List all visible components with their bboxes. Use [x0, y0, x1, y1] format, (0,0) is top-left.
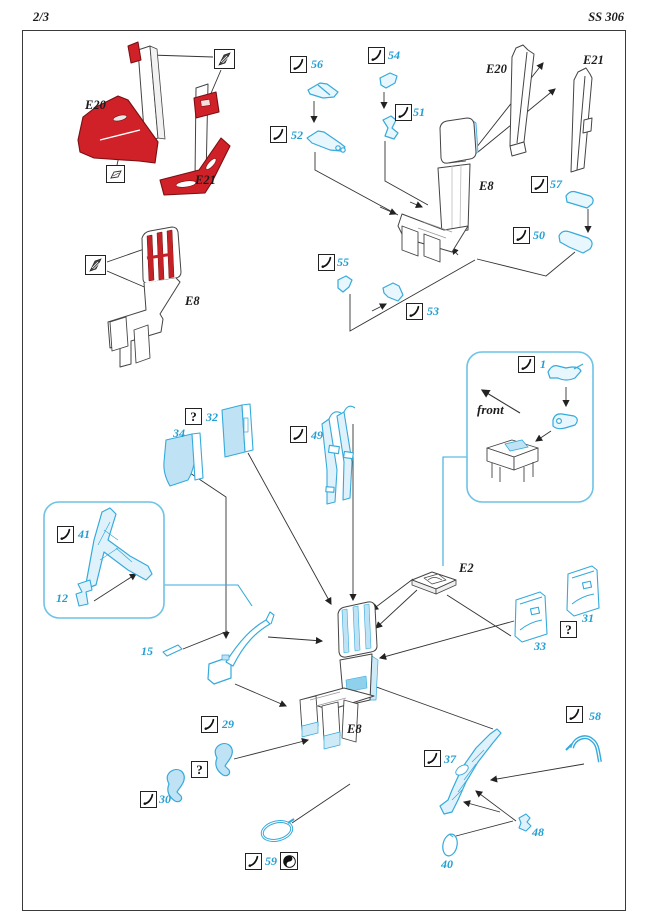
bend-part-icon: [426, 752, 439, 765]
bend-symbol-box: [513, 227, 530, 244]
bend-part-icon: [515, 229, 528, 242]
part-label-37: 37: [444, 752, 456, 766]
part-59-oval: [260, 819, 294, 844]
seat-e8-main-assembly: [300, 572, 456, 749]
sprue-label-e21-left: E21: [195, 173, 216, 187]
page-number: 2/3: [33, 10, 49, 24]
part-15-and-frame: [163, 612, 274, 684]
surface-symbol-box: [85, 255, 106, 275]
sprue-label-e2: E2: [459, 561, 474, 575]
bend-part-icon: [142, 793, 155, 806]
inset-front-detail: [467, 352, 593, 502]
part-label-32: 32: [206, 410, 218, 424]
half-circle-icon: [282, 854, 297, 869]
bend-part-icon: [533, 178, 546, 191]
sheet-code: SS 306: [588, 10, 624, 24]
part-52-ring: [341, 148, 345, 152]
bend-part-icon: [370, 49, 383, 62]
part-label-33: 33: [534, 639, 546, 653]
bend-symbol-box: [201, 716, 218, 733]
part-label-41: 41: [78, 527, 90, 541]
sprue-label-e20-right: E20: [486, 62, 507, 76]
film-symbol-box: [106, 165, 125, 183]
part-label-50: 50: [533, 228, 545, 242]
bend-symbol-box: [245, 853, 262, 870]
bend-part-icon: [320, 256, 333, 269]
part-label-1: 1: [540, 357, 546, 371]
part-label-52: 52: [291, 128, 303, 142]
part-label-49: 49: [311, 428, 323, 442]
question-mark: ?: [190, 408, 197, 424]
bend-symbol-box: [290, 426, 307, 443]
bend-part-icon: [397, 106, 410, 119]
part-49-harness: [322, 406, 355, 504]
part-56-drawing: [308, 83, 338, 98]
part-label-12: 12: [56, 591, 68, 605]
rails-e20-e21-right: [510, 45, 592, 172]
part-label-53: 53: [427, 304, 439, 318]
part-41-frame: [85, 508, 152, 589]
bend-part-icon: [203, 718, 216, 731]
bend-symbol-box: [424, 750, 441, 767]
bend-part-icon: [408, 305, 421, 318]
part-48-drawing: [519, 814, 531, 831]
bend-symbol-box: [566, 706, 583, 723]
part-55-drawing: [338, 276, 352, 292]
sprue-label-e21-right: E21: [583, 53, 604, 67]
bend-part-icon: [59, 528, 72, 541]
bend-part-icon: [272, 128, 285, 141]
frame-arm: [226, 620, 270, 666]
part-label-59: 59: [265, 854, 277, 868]
part-label-51: 51: [413, 105, 425, 119]
sprue-label-e20-left: E20: [85, 98, 106, 112]
optional-symbol-box: [191, 761, 208, 778]
part-label-34: 34: [173, 426, 185, 440]
part-label-54: 54: [388, 48, 400, 62]
bend-symbol-box: [290, 56, 307, 73]
bend-part-icon: [247, 855, 260, 868]
part-label-29: 29: [222, 717, 234, 731]
hatch-icon: [88, 258, 103, 272]
question-mark: ?: [565, 621, 572, 637]
seat-e8-red-straps: [108, 227, 181, 367]
parts-37-58-48-40: [440, 729, 600, 857]
part-50-drawing: [559, 231, 592, 253]
part-40-drawing: [441, 833, 459, 857]
hatch-icon: [217, 52, 232, 66]
bend-symbol-box: [406, 303, 423, 320]
bend-symbol-box: [57, 526, 74, 543]
part-label-58: 58: [589, 709, 601, 723]
bend-part-icon: [292, 428, 305, 441]
part-label-56: 56: [311, 57, 323, 71]
seat-e8-top: [398, 118, 478, 262]
part-label-30: 30: [159, 792, 171, 806]
bend-symbol-box: [518, 356, 535, 373]
sprue-label-e8-top: E8: [479, 179, 494, 193]
front-direction-label: front: [477, 402, 504, 417]
part-label-57: 57: [550, 177, 562, 191]
bend-symbol-box: [531, 176, 548, 193]
film-icon: [109, 168, 122, 180]
part-54-drawing: [380, 73, 397, 88]
bend-symbol-box: [318, 254, 335, 271]
bend-symbol-box: [395, 104, 412, 121]
sprue-label-e8-main: E8: [347, 722, 362, 736]
bend-part-icon: [520, 358, 533, 371]
question-mark: ?: [196, 761, 203, 777]
part-label-55: 55: [337, 255, 349, 269]
part-53-drawing: [383, 283, 403, 301]
parts-33-31: [515, 566, 599, 642]
part-label-48: 48: [532, 825, 544, 839]
bend-part-icon: [292, 58, 305, 71]
bend-part-icon: [568, 708, 581, 721]
bend-symbol-box: [140, 791, 157, 808]
optional-symbol-box: [560, 621, 577, 638]
part-52-ring: [336, 146, 340, 150]
part-label-15: 15: [141, 644, 153, 658]
bend-symbol-box: [368, 47, 385, 64]
part-label-31: 31: [582, 611, 594, 625]
part-15-drawing: [163, 645, 182, 656]
part-12-drawing: [76, 580, 92, 606]
two-sided-symbol-box: [280, 852, 298, 870]
part-57-drawing: [566, 192, 593, 209]
part-e2-drawing: [412, 572, 456, 594]
bend-symbol-box: [270, 126, 287, 143]
part-label-40: 40: [441, 857, 453, 871]
sprue-label-e8-left: E8: [185, 294, 200, 308]
optional-symbol-box: [185, 408, 202, 425]
surface-symbol-box: [214, 49, 235, 69]
part-29-drawing: [215, 744, 232, 776]
